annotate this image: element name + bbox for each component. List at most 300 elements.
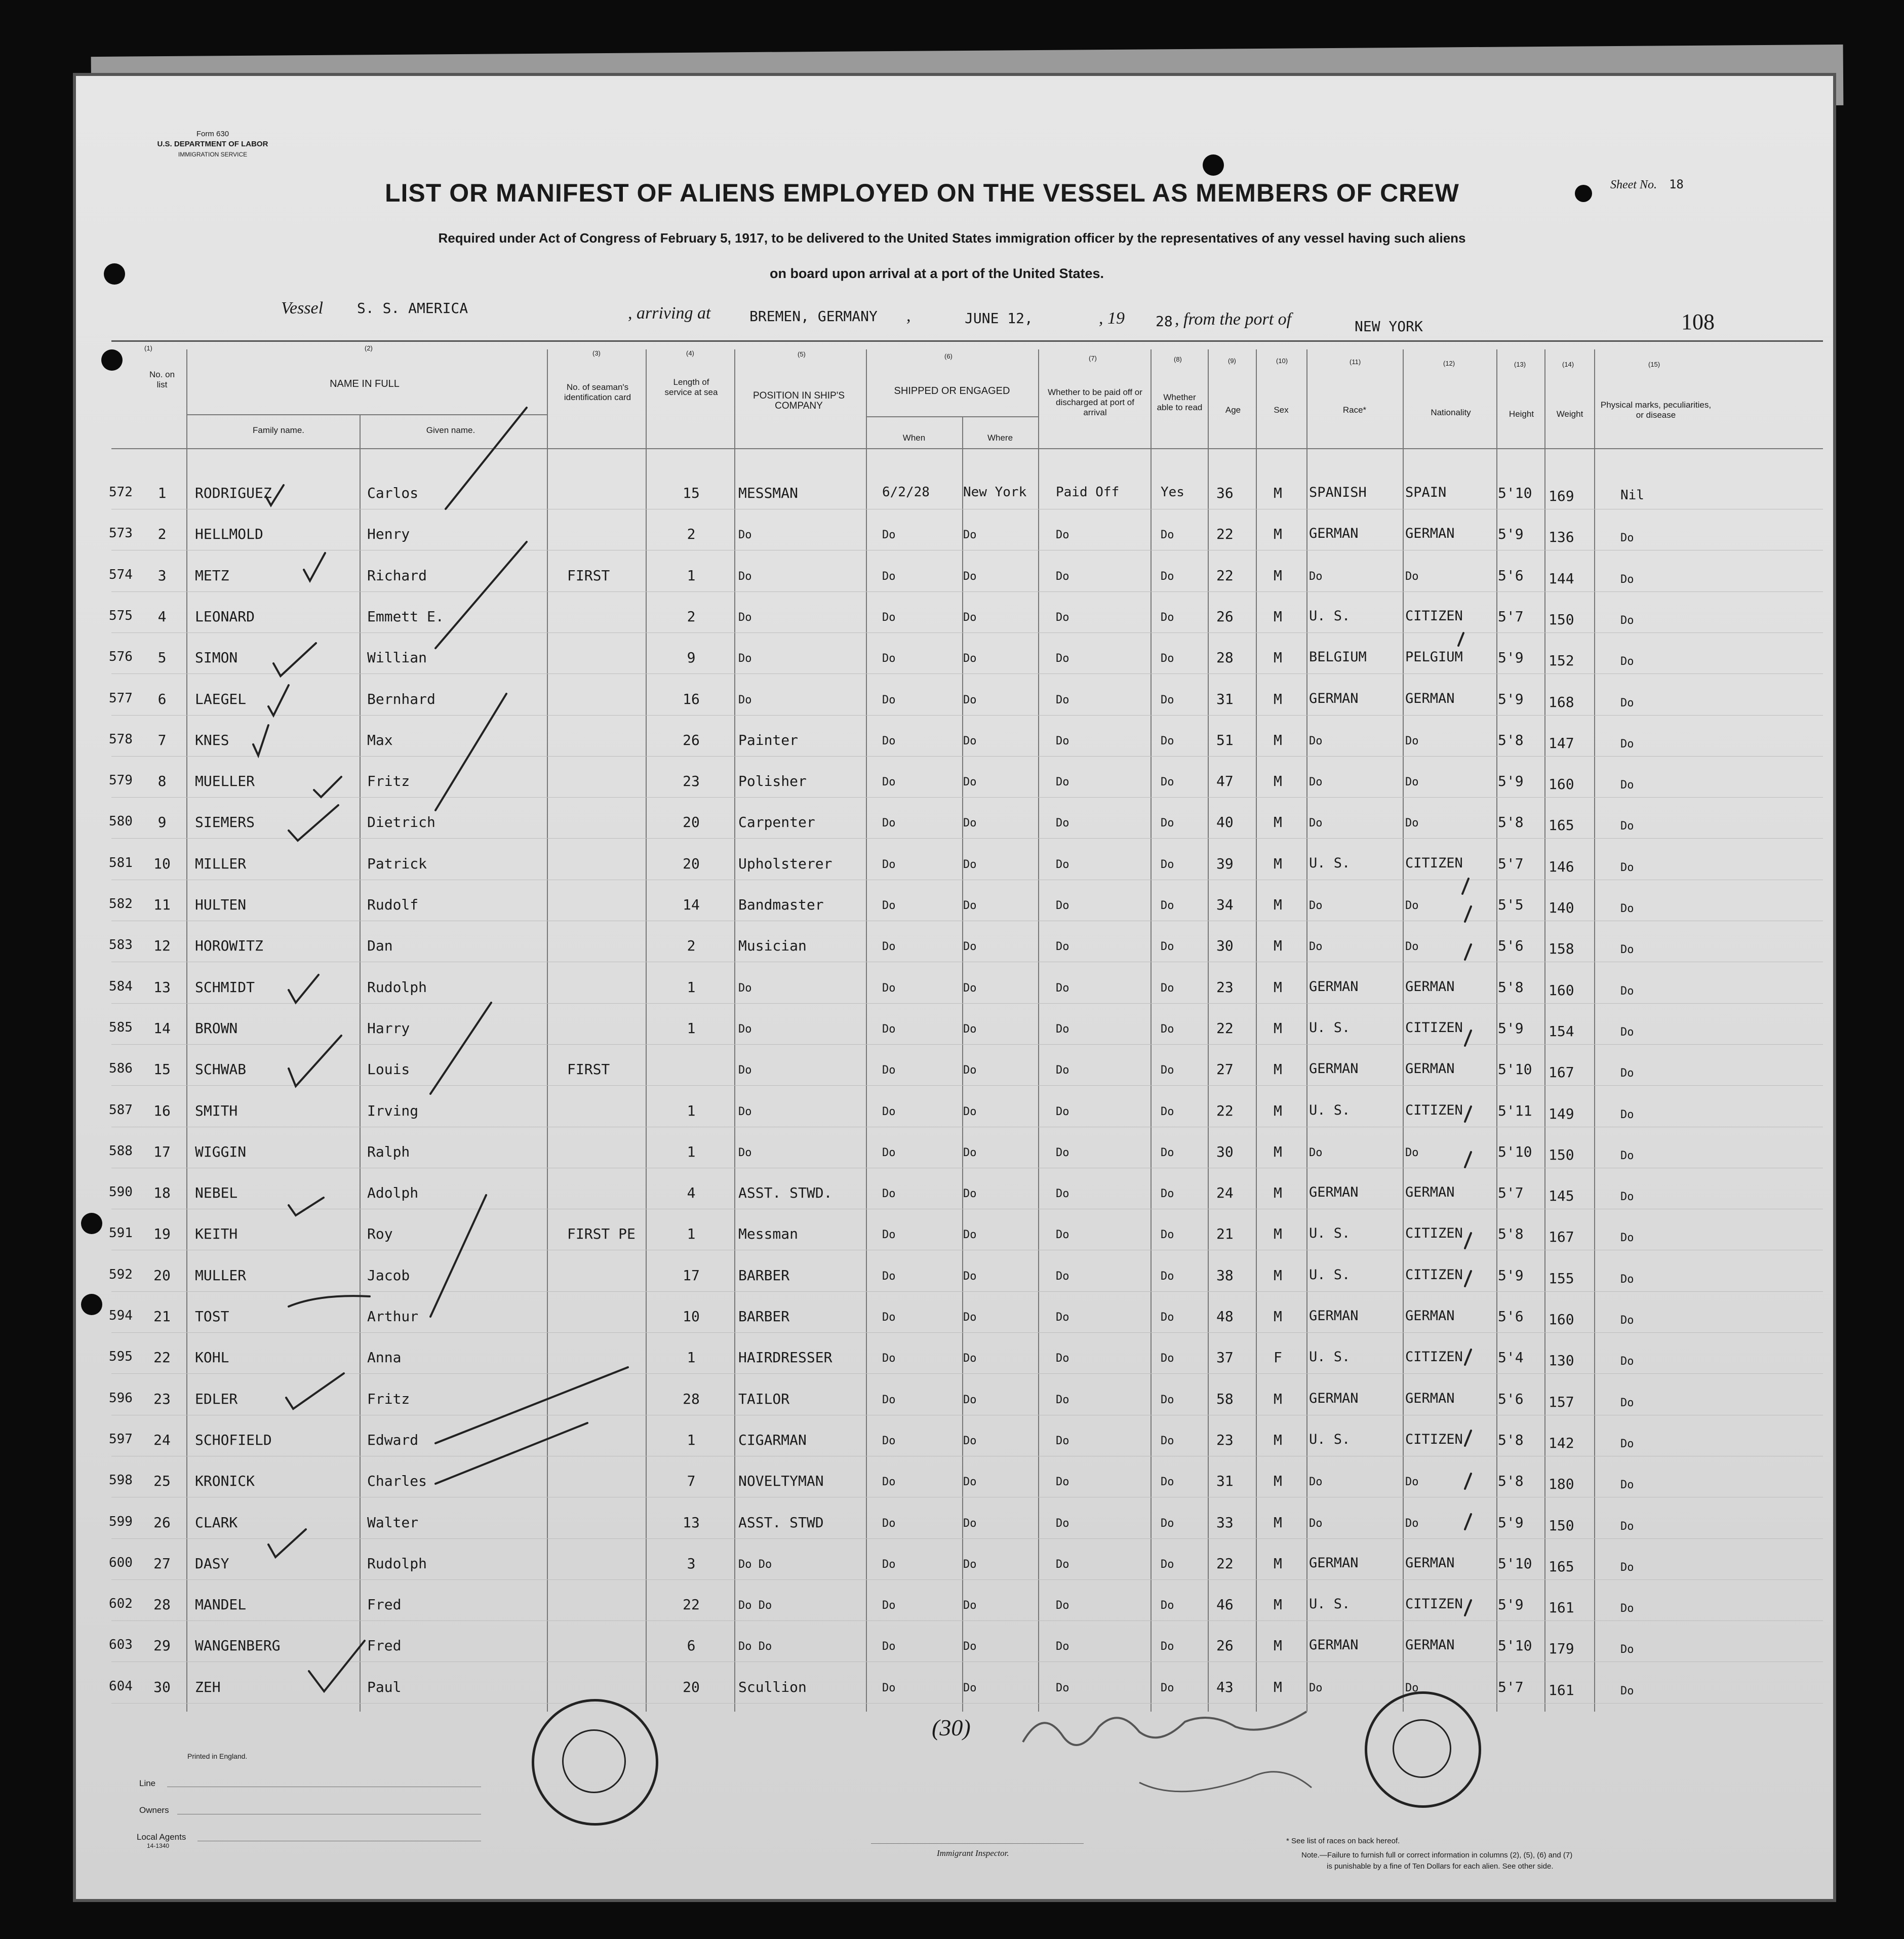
pencil-stroke xyxy=(430,1195,486,1317)
weight: 136 xyxy=(1549,529,1574,545)
owners-label: Owners xyxy=(139,1805,169,1815)
list-number: 16 xyxy=(153,1102,171,1119)
physical-marks: Do xyxy=(1620,1273,1634,1286)
shipped-where: Do xyxy=(963,1229,977,1241)
height: 5'6 xyxy=(1498,937,1524,954)
age: 22 xyxy=(1216,1102,1234,1119)
age: 22 xyxy=(1216,1020,1234,1037)
subtitle-line-2: on board upon arrival at a port of the United States. xyxy=(769,266,1104,281)
given-name: Paul xyxy=(367,1679,402,1695)
physical-marks: Do xyxy=(1620,1602,1634,1615)
physical-marks: Do xyxy=(1620,902,1634,915)
inspector-label: Immigrant Inspector. xyxy=(937,1848,1009,1858)
list-number: 10 xyxy=(153,855,171,872)
weight: 167 xyxy=(1549,1064,1574,1081)
physical-marks: Do xyxy=(1620,655,1634,668)
shipped-when: Do xyxy=(882,1146,896,1159)
shipped-where: Do xyxy=(963,1435,977,1447)
list-number: 23 xyxy=(153,1391,171,1407)
able-to-read: Do xyxy=(1161,1394,1174,1406)
sex: M xyxy=(1274,1308,1282,1325)
check-mark xyxy=(314,777,341,797)
header-shipped-engaged: SHIPPED OR ENGAGED xyxy=(894,385,1010,397)
pencil-stroke xyxy=(435,542,527,648)
able-to-read: Do xyxy=(1161,1146,1174,1159)
height: 5'9 xyxy=(1498,1514,1524,1531)
age: 28 xyxy=(1216,649,1234,666)
family-name: KRONICK xyxy=(195,1473,255,1489)
family-name: WIGGIN xyxy=(195,1143,247,1160)
sheet-value: 18 xyxy=(1669,177,1684,191)
paid-off: Do xyxy=(1056,899,1069,912)
shipped-when: Do xyxy=(882,940,896,953)
able-to-read: Do xyxy=(1161,1558,1174,1571)
height: 5'9 xyxy=(1498,1020,1524,1037)
weight: 160 xyxy=(1549,776,1574,793)
shipped-where: Do xyxy=(963,1064,977,1077)
able-to-read: Do xyxy=(1161,1517,1174,1530)
given-name: Irving xyxy=(367,1102,419,1119)
shipped-where: Do xyxy=(963,776,977,788)
shipped-when: Do xyxy=(882,776,896,788)
family-name: LAEGEL xyxy=(195,691,247,707)
height: 5'7 xyxy=(1498,608,1524,625)
age: 43 xyxy=(1216,1679,1234,1695)
nationality: CITIZEN xyxy=(1405,1432,1463,1447)
race: Do xyxy=(1309,1517,1323,1530)
list-number: 21 xyxy=(153,1308,171,1325)
race: U. S. xyxy=(1309,608,1351,624)
age: 23 xyxy=(1216,979,1234,996)
able-to-read: Do xyxy=(1161,694,1174,706)
nationality: Do xyxy=(1405,817,1419,829)
year-prefix: , 19 xyxy=(1099,309,1125,328)
check-mark xyxy=(289,805,338,841)
col-num: (2) xyxy=(365,344,373,352)
page-number: 108 xyxy=(1681,309,1715,334)
age: 33 xyxy=(1216,1514,1234,1531)
weight: 150 xyxy=(1549,611,1574,628)
year-value: 28 xyxy=(1156,313,1173,330)
family-name: EDLER xyxy=(195,1391,238,1407)
paid-off: Do xyxy=(1056,1023,1069,1036)
race: GERMAN xyxy=(1309,1637,1359,1653)
age: 22 xyxy=(1216,526,1234,542)
paid-off: Do xyxy=(1056,694,1069,706)
able-to-read: Do xyxy=(1161,1435,1174,1447)
list-number: 4 xyxy=(157,608,167,625)
nationality: CITIZEN xyxy=(1405,1267,1463,1283)
position: Do xyxy=(738,1105,752,1118)
list-number: 19 xyxy=(153,1225,171,1242)
nationality: Do xyxy=(1405,899,1419,912)
length-of-service: 7 xyxy=(687,1473,696,1489)
check-mark xyxy=(273,643,316,676)
sex: M xyxy=(1274,485,1282,501)
position: HAIRDRESSER xyxy=(738,1349,832,1366)
paid-off: Do xyxy=(1056,1640,1069,1653)
given-name: Fritz xyxy=(367,773,410,789)
check-mark xyxy=(268,685,289,716)
pencil-stroke xyxy=(1465,1106,1471,1122)
given-name: Louis xyxy=(367,1061,410,1078)
age: 40 xyxy=(1216,814,1234,830)
margin-line-number: 576 xyxy=(109,649,133,664)
family-name: MANDEL xyxy=(195,1596,247,1613)
col-num: (9) xyxy=(1228,357,1236,365)
given-name: Edward xyxy=(367,1432,419,1448)
position: Messman xyxy=(738,1225,799,1242)
race: GERMAN xyxy=(1309,1184,1359,1200)
legal-note-2: is punishable by a fine of Ten Dollars for each alien. See other side. xyxy=(1327,1862,1554,1871)
list-number: 27 xyxy=(153,1555,171,1572)
physical-marks: Do xyxy=(1620,614,1634,627)
position: Painter xyxy=(738,732,799,748)
nationality: GERMAN xyxy=(1405,1555,1455,1571)
family-name: RODRIGUEZ xyxy=(195,485,272,501)
given-name: Emmett E. xyxy=(367,608,444,625)
pencil-stroke xyxy=(1465,1350,1471,1365)
nationality: GERMAN xyxy=(1405,1184,1455,1200)
sex: M xyxy=(1274,1061,1282,1078)
length-of-service: 26 xyxy=(683,732,700,748)
given-name: Rudolf xyxy=(367,896,419,913)
nationality: GERMAN xyxy=(1405,1308,1455,1324)
shipped-where: Do xyxy=(963,1394,977,1406)
seaman-card: FIRST PE xyxy=(567,1225,636,1242)
nationality: Do xyxy=(1405,1146,1419,1159)
paid-off: Do xyxy=(1056,817,1069,829)
race: SPANISH xyxy=(1309,485,1367,500)
sex: M xyxy=(1274,1596,1282,1613)
weight: 144 xyxy=(1549,570,1574,587)
age: 31 xyxy=(1216,691,1234,707)
given-name: Rudolph xyxy=(367,1555,427,1572)
race: GERMAN xyxy=(1309,526,1359,541)
weight: 160 xyxy=(1549,982,1574,999)
physical-marks: Do xyxy=(1620,779,1634,792)
able-to-read: Do xyxy=(1161,1023,1174,1036)
paid-off: Do xyxy=(1056,1188,1069,1200)
paid-off: Do xyxy=(1056,1435,1069,1447)
family-name: KOHL xyxy=(195,1349,229,1366)
nationality: CITIZEN xyxy=(1405,1225,1463,1241)
length-of-service: 1 xyxy=(687,1349,696,1366)
list-number: 17 xyxy=(153,1143,171,1160)
pencil-stroke xyxy=(1458,633,1463,646)
given-name: Harry xyxy=(367,1020,410,1037)
nationality: CITIZEN xyxy=(1405,1020,1463,1036)
header-family-name: Family name. xyxy=(252,425,305,435)
check-mark xyxy=(289,1036,341,1086)
paid-off: Do xyxy=(1056,1558,1069,1571)
shipped-when: Do xyxy=(882,1023,896,1036)
paid-off: Do xyxy=(1056,1064,1069,1077)
form-number: Form 630 xyxy=(196,130,229,138)
race: U. S. xyxy=(1309,1020,1351,1036)
pencil-stroke xyxy=(1465,1431,1471,1446)
weight: 167 xyxy=(1549,1229,1574,1245)
list-number: 24 xyxy=(153,1432,171,1448)
shipped-where: Do xyxy=(963,1599,977,1612)
given-name: Henry xyxy=(367,526,410,542)
weight: 157 xyxy=(1549,1394,1574,1410)
able-to-read: Do xyxy=(1161,1270,1174,1283)
shipped-when: Do xyxy=(882,652,896,665)
height: 5'7 xyxy=(1498,855,1524,872)
height: 5'8 xyxy=(1498,979,1524,996)
paid-off: Do xyxy=(1056,1311,1069,1324)
paid-off: Do xyxy=(1056,1599,1069,1612)
able-to-read: Do xyxy=(1161,982,1174,995)
position: Bandmaster xyxy=(738,896,824,913)
pencil-stroke xyxy=(1465,1233,1471,1248)
age: 30 xyxy=(1216,937,1234,954)
age: 37 xyxy=(1216,1349,1234,1366)
physical-marks: Do xyxy=(1620,861,1634,874)
able-to-read: Do xyxy=(1161,1640,1174,1653)
age: 58 xyxy=(1216,1391,1234,1407)
physical-marks: Do xyxy=(1620,1479,1634,1491)
sheet-label: Sheet No. xyxy=(1610,178,1657,191)
race: Do xyxy=(1309,735,1323,747)
age: 38 xyxy=(1216,1267,1234,1284)
shipped-where: Do xyxy=(963,570,977,583)
weight: 154 xyxy=(1549,1023,1574,1040)
pencil-stroke xyxy=(1465,1152,1471,1167)
shipped-where: Do xyxy=(963,858,977,871)
physical-marks: Do xyxy=(1620,1397,1634,1409)
list-number: 18 xyxy=(153,1184,171,1201)
age: 26 xyxy=(1216,1637,1234,1654)
subtitle-line-1: Required under Act of Congress of February 5, 1917, to be delivered to the United States immigration officer by the representatives of any vessel having such aliens xyxy=(438,230,1466,246)
weight: 168 xyxy=(1549,694,1574,710)
header-no-on-list: No. on list xyxy=(149,370,175,389)
margin-line-number: 579 xyxy=(109,773,133,788)
age: 46 xyxy=(1216,1596,1234,1613)
shipped-when: Do xyxy=(882,529,896,541)
sex: M xyxy=(1274,773,1282,789)
family-name: NEBEL xyxy=(195,1184,238,1201)
given-name: Max xyxy=(367,732,393,748)
local-agents-label: Local Agents xyxy=(137,1832,186,1842)
race: GERMAN xyxy=(1309,1308,1359,1324)
family-name: SMITH xyxy=(195,1102,238,1119)
race: U. S. xyxy=(1309,1267,1351,1283)
race: BELGIUM xyxy=(1309,649,1367,665)
col-num: (14) xyxy=(1562,361,1574,368)
header-weight: Weight xyxy=(1556,409,1583,419)
weight: 165 xyxy=(1549,817,1574,834)
header-nationality: Nationality xyxy=(1431,408,1471,417)
shipped-where: Do xyxy=(963,1352,977,1365)
shipped-where: Do xyxy=(963,1517,977,1530)
paid-off: Do xyxy=(1056,1476,1069,1488)
sex: M xyxy=(1274,732,1282,748)
length-of-service: 14 xyxy=(683,896,700,913)
sex: M xyxy=(1274,1102,1282,1119)
physical-marks: Do xyxy=(1620,1438,1634,1450)
margin-line-number: 582 xyxy=(109,896,133,912)
physical-marks: Do xyxy=(1620,820,1634,833)
list-number: 3 xyxy=(157,567,167,584)
family-name: WANGENBERG xyxy=(195,1637,281,1654)
paid-off: Paid Off xyxy=(1056,485,1120,500)
count-mark: (30) xyxy=(932,1715,971,1740)
family-name: ZEH xyxy=(195,1679,221,1695)
shipped-where: Do xyxy=(963,899,977,912)
weight: 160 xyxy=(1549,1311,1574,1328)
position: MESSMAN xyxy=(738,485,799,501)
weight: 161 xyxy=(1549,1599,1574,1616)
sex: M xyxy=(1274,1555,1282,1572)
paid-off: Do xyxy=(1056,1146,1069,1159)
nationality: GERMAN xyxy=(1405,1061,1455,1077)
length-of-service: 20 xyxy=(683,814,700,830)
height: 5'10 xyxy=(1498,1143,1532,1160)
race: GERMAN xyxy=(1309,979,1359,995)
header-when: When xyxy=(902,433,926,443)
margin-line-number: 586 xyxy=(109,1061,133,1076)
list-number: 29 xyxy=(153,1637,171,1654)
race: Do xyxy=(1309,1682,1323,1694)
length-of-service: 6 xyxy=(687,1637,696,1654)
margin-line-number: 575 xyxy=(109,608,133,623)
margin-line-number: 572 xyxy=(109,485,133,500)
shipped-where: Do xyxy=(963,1105,977,1118)
inspector-signature xyxy=(1013,1696,1367,1808)
height: 5'8 xyxy=(1498,814,1524,830)
position: Do xyxy=(738,1146,752,1159)
sex: M xyxy=(1274,1225,1282,1242)
height: 5'8 xyxy=(1498,1432,1524,1448)
col-num: (12) xyxy=(1443,360,1455,367)
able-to-read: Do xyxy=(1161,529,1174,541)
arriving-label: , arriving at xyxy=(628,304,711,323)
length-of-service: 22 xyxy=(683,1596,700,1613)
given-name: Ralph xyxy=(367,1143,410,1160)
family-name: SCHMIDT xyxy=(195,979,255,996)
pencil-stroke xyxy=(1465,1474,1471,1489)
position: Do Do xyxy=(738,1599,772,1612)
family-name: SCHOFIELD xyxy=(195,1432,272,1448)
weight: 146 xyxy=(1549,858,1574,875)
family-name: METZ xyxy=(195,567,229,584)
pencil-stroke xyxy=(1465,1514,1471,1529)
length-of-service: 1 xyxy=(687,1432,696,1448)
shipped-where: Do xyxy=(963,529,977,541)
check-mark xyxy=(289,1198,324,1215)
family-name: MUELLER xyxy=(195,773,255,789)
margin-line-number: 587 xyxy=(109,1102,133,1118)
height: 5'5 xyxy=(1498,896,1524,913)
height: 5'10 xyxy=(1498,485,1532,501)
col-num: (15) xyxy=(1648,361,1660,368)
nationality: Do xyxy=(1405,735,1419,747)
paid-off: Do xyxy=(1056,1229,1069,1241)
shipped-where: Do xyxy=(963,1270,977,1283)
margin-line-number: 573 xyxy=(109,526,133,541)
weight: 145 xyxy=(1549,1188,1574,1204)
shipped-where: Do xyxy=(963,940,977,953)
list-number: 6 xyxy=(157,691,167,707)
pencil-stroke xyxy=(1462,879,1469,894)
margin-line-number: 596 xyxy=(109,1391,133,1406)
shipped-when: Do xyxy=(882,735,896,747)
position: BARBER xyxy=(738,1308,790,1325)
length-of-service: 16 xyxy=(683,691,700,707)
header-length-service: Length of service at sea xyxy=(664,377,718,397)
list-number: 8 xyxy=(157,773,167,789)
list-number: 25 xyxy=(153,1473,171,1489)
line-label: Line xyxy=(139,1778,156,1788)
length-of-service: 28 xyxy=(683,1391,700,1407)
col-num: (13) xyxy=(1514,361,1526,368)
race: GERMAN xyxy=(1309,691,1359,706)
margin-line-number: 581 xyxy=(109,855,133,870)
physical-marks: Nil xyxy=(1620,488,1644,503)
length-of-service: 20 xyxy=(683,1679,700,1695)
physical-marks: Do xyxy=(1620,1520,1634,1533)
race: U. S. xyxy=(1309,1102,1351,1118)
margin-line-number: 590 xyxy=(109,1184,133,1200)
pencil-stroke xyxy=(1465,1271,1471,1286)
position: CIGARMAN xyxy=(738,1432,807,1448)
height: 5'8 xyxy=(1498,1225,1524,1242)
length-of-service: 17 xyxy=(683,1267,700,1284)
department-label: U.S. DEPARTMENT OF LABOR xyxy=(157,140,268,148)
physical-marks: Do xyxy=(1620,1314,1634,1327)
service-label: IMMIGRATION SERVICE xyxy=(178,151,248,158)
list-number: 5 xyxy=(157,649,167,666)
sex: M xyxy=(1274,608,1282,625)
length-of-service: 20 xyxy=(683,855,700,872)
paid-off: Do xyxy=(1056,1394,1069,1406)
consulate-seal-left-inner xyxy=(562,1729,626,1793)
position: Do Do xyxy=(738,1558,772,1571)
weight: 158 xyxy=(1549,940,1574,957)
consulate-seal-right-inner xyxy=(1393,1719,1451,1778)
sex: M xyxy=(1274,1143,1282,1160)
given-name: Arthur xyxy=(367,1308,419,1325)
family-name: SIMON xyxy=(195,649,238,666)
position: ASST. STWD xyxy=(738,1514,824,1531)
col-num: (5) xyxy=(798,350,806,358)
able-to-read: Do xyxy=(1161,1229,1174,1241)
age: 21 xyxy=(1216,1225,1234,1242)
physical-marks: Do xyxy=(1620,1643,1634,1656)
shipped-when: Do xyxy=(882,1517,896,1530)
check-mark xyxy=(253,725,268,756)
sex: M xyxy=(1274,1391,1282,1407)
pencil-stroke xyxy=(435,694,506,810)
given-name: Bernhard xyxy=(367,691,435,707)
paid-off: Do xyxy=(1056,1105,1069,1118)
age: 22 xyxy=(1216,567,1234,584)
physical-marks: Do xyxy=(1620,1109,1634,1121)
nationality: Do xyxy=(1405,1476,1419,1488)
margin-line-number: 591 xyxy=(109,1225,133,1241)
header-paid-off: Whether to be paid off or discharged at port of arrival xyxy=(1048,387,1142,417)
seaman-card: FIRST xyxy=(567,567,610,584)
position: Do xyxy=(738,982,752,995)
margin-line-number: 585 xyxy=(109,1020,133,1035)
shipped-when: Do xyxy=(882,982,896,995)
position: Do xyxy=(738,1023,752,1036)
margin-line-number: 600 xyxy=(109,1555,133,1570)
nationality: CITIZEN xyxy=(1405,1349,1463,1365)
sex: M xyxy=(1274,1514,1282,1531)
